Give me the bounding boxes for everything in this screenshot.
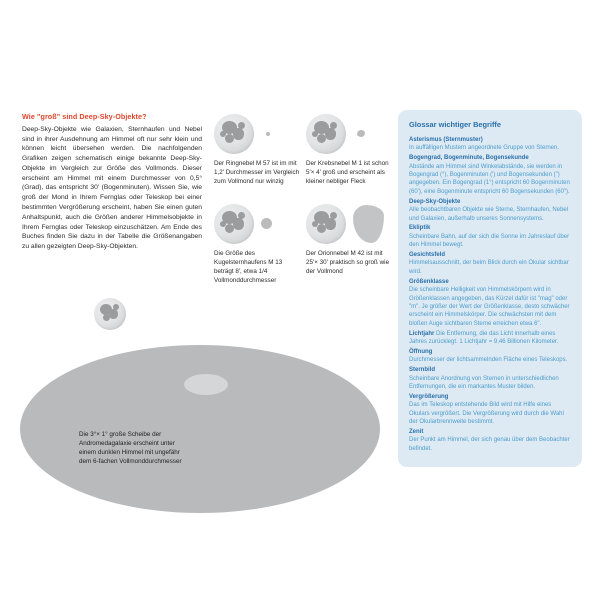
figure-caption-andromeda: Die 3°× 1° große Scheibe der Andromedagalaxie erscheint unter einem dunklen Himmel mit ungefähr dem 6-fachen Vollmonddurchmesser: [79, 431, 182, 466]
glossary-definition: Der Punkt am Himmel, der sich genau über dem Beobachter befindet.: [409, 437, 570, 452]
nebula-m57-shape: [266, 132, 270, 136]
cluster-m13-shape: [261, 218, 272, 229]
full-moon-icon: [214, 204, 254, 244]
full-moon-icon: [94, 298, 126, 330]
glossary-term: Ekliptik: [409, 225, 431, 232]
glossary-entry: [409, 366, 571, 391]
glossary-term: Asterismus (Sternmuster): [409, 137, 483, 143]
andromeda-galaxy-shape: [20, 345, 380, 513]
glossary-term: Bogengrad, Bogenminute, Bogensekunde: [409, 155, 529, 162]
glossary-definition: Himmelsausschnitt, der beim Blick durch ein Okular sichtbar wird.: [409, 260, 569, 275]
full-moon-icon: [306, 114, 346, 154]
glossary-definition: In auffälligen Mustern angeordnete Gruppe von Sternen.: [409, 145, 559, 152]
glossary-entry: [409, 251, 571, 276]
figure-artwork-ringnebel: [214, 112, 306, 160]
figure-ringnebel-m57: [214, 112, 306, 187]
glossary-definition: Alle beobachtbaren Objekte wie Sterne, Sternhaufen, Nebel und Galaxien, außerhalb unseres Sonnensystems.: [409, 207, 569, 222]
full-moon-icon: [214, 114, 254, 154]
glossary-term: Zenit: [409, 428, 424, 435]
glossary-entry: [409, 154, 571, 196]
glossary-definition: Die Entfernung, die das Licht innerhalb eines Jahres zurücklegt. 1 Lichtjahr = 9,46 Billionen Kilometer.: [409, 330, 559, 345]
figure-artwork-orionnebel: [306, 202, 398, 250]
glossary-entry: [409, 198, 571, 223]
glossary-definition: Abstände am Himmel sind Winkelabstände, sie werden in Bogengrad (°), Bogenminuten (') und Bogensekunden (") angegeben. Ein Bogengrad (1°) entspricht 60 Bogenminuten (60'), eine Bogenminute entspricht 60 Bogensekunden (60").: [409, 163, 570, 195]
glossary-definition: Das im Teleskop entstehende Bild wird mit Hilfe eines Okulars vergrößert. Die Vergrößerung wird durch die Wahl der Okularbrennweite bestimmt.: [409, 402, 564, 425]
figure-caption-krebsnebel: Der Krebsnebel M 1 ist schon 5'× 4' groß und erscheint als kleiner nebliger Fleck: [306, 160, 389, 185]
glossary-definition: Durchmesser der lichtsammelnden Fläche eines Teleskops.: [409, 357, 568, 364]
glossary-entry-list: [409, 136, 571, 453]
figure-kugelsternhaufen-m13: [214, 202, 306, 286]
glossary-term: Deep-Sky-Objekte: [409, 198, 461, 205]
glossary-entry: [409, 136, 571, 153]
glossary-panel: [398, 110, 582, 467]
glossary-definition: Scheinbare Bahn, auf der sich die Sonne im Jahreslauf über den Himmel bewegt.: [409, 233, 570, 249]
article-body: Deep-Sky-Objekte wie Galaxien, Sternhaufen und Nebel sind in ihrer Ausdehnung am Himmel oft nur sehr klein und können leicht übersehen werden. Die nachfolgenden Grafiken zeigen schematisch einige bekannte Deep-Sky-Objekte im Vergleich zur Größe des Vollmonds. Dieser erscheint am Himmel mit einem Durchmesser von 0,5° (Grad), das entspricht 30' (Bogenminuten). Wissen Sie, wie groß der Mond in Ihrem Fernglas oder Teleskop bei einer bestimmten Vergrößerung erscheint, haben Sie einen guten Anhaltspunkt, auch die Größen anderer Himmelsobjekte in Ihrem Fernglas oder Teleskop einzuschätzen. Am Ende des Buches finden Sie dazu in der Tabelle die Größenangaben zu allen gezeigten Deep-Sky-Objekten.: [22, 125, 202, 251]
glossary-term: Lichtjahr: [409, 330, 435, 337]
glossary-term: Sternbild: [409, 367, 436, 374]
article-column: [22, 112, 202, 252]
glossary-definition: Die scheinbare Helligkeit von Himmelskörpern wird in Größenklassen angegeben, das Kürzel dafür ist "mag" oder "m". Je größer der Wert der Größenklasse, desto schwächer erscheint ein Himmelskörper. Die schwächsten mit dem bloßen Auge sichtbaren Sterne erreichen etwa 6".: [409, 287, 570, 327]
figure-caption-ringnebel: Der Ringnebel M 57 ist im mit 1,2' Durchmesser im Vergleich zum Vollmond nur winzig: [214, 160, 300, 185]
glossary-title: Glossar wichtiger Begriffe: [409, 120, 501, 129]
moon-scale-reference: [184, 374, 228, 395]
glossary-term: Öffnung: [409, 348, 433, 355]
nebula-m1-shape: [357, 130, 365, 137]
page-title: Wie "groß" sind Deep-Sky-Objekte?: [22, 112, 147, 121]
glossary-term: Größenklasse: [409, 278, 449, 285]
glossary-term: Vergrößerung: [409, 393, 449, 400]
figure-artwork-krebsnebel: [306, 112, 398, 160]
figure-orionnebel-m42: [306, 202, 398, 277]
glossary-entry: [409, 428, 571, 453]
glossary-term: Gesichtsfeld: [409, 252, 446, 259]
figure-caption-kugelsternhaufen: Die Größe des Kugelsternhaufens M 13 beträgt 8', etwa 1/4 Vollmonddurchmesser: [214, 250, 283, 284]
glossary-entry: [409, 348, 571, 365]
glossary-entry: [409, 278, 571, 328]
glossary-entry: [409, 393, 571, 427]
full-moon-icon: [306, 204, 346, 244]
nebula-m42-shape: [353, 205, 384, 243]
glossary-entry: [409, 224, 571, 249]
glossary-entry: [409, 330, 571, 347]
glossary-definition: Scheinbare Anordnung von Sternen in unterschiedlichen Entfernungen, die ein markantes Muster bilden.: [409, 375, 559, 390]
figure-krebsnebel-m1: [306, 112, 398, 187]
figure-artwork-kugelsternhaufen: [214, 202, 306, 250]
figure-caption-orionnebel: Der Orionnebel M 42 ist mit 25'× 30' praktisch so groß wie der Vollmond: [306, 250, 390, 275]
